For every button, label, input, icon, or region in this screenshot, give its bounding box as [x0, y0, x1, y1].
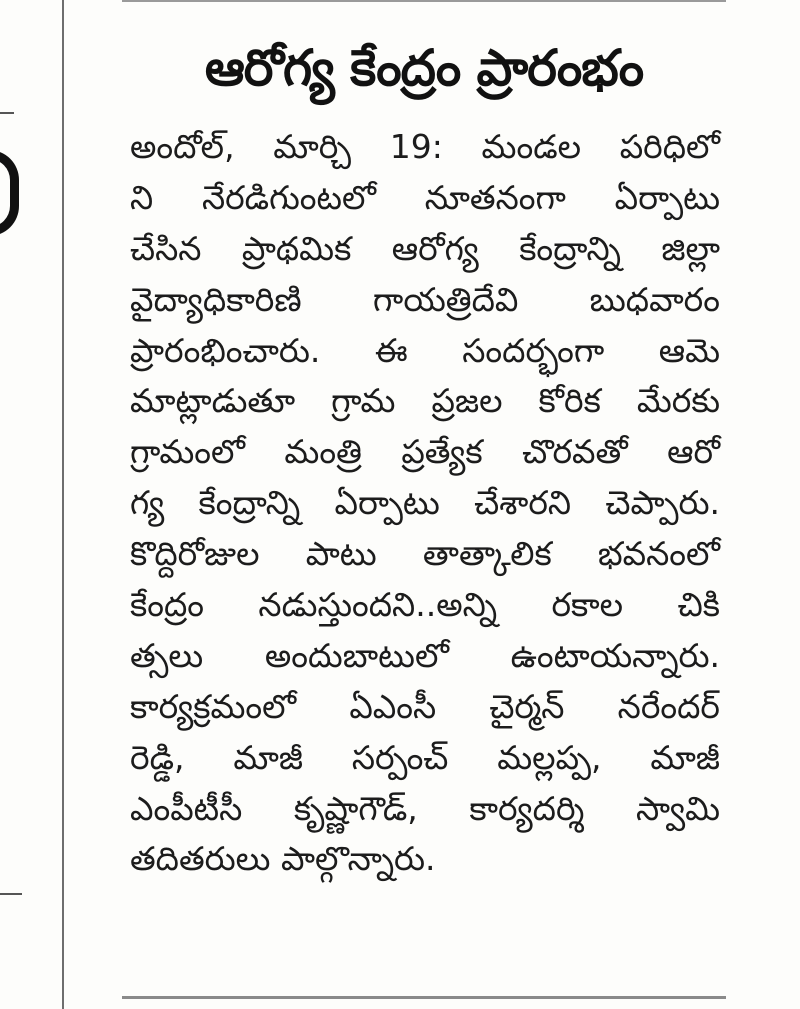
- article-body: [130, 122, 720, 885]
- article-line: తదితరులు పాల్గొన్నారు.: [130, 839, 436, 879]
- article-line: అందోల్, మార్చి 19: మండల పరిధిలో: [130, 127, 720, 166]
- article-line: కేంద్రం నడుస్తుందని..అన్ని రకాల చికి: [130, 585, 720, 625]
- article-line: గ్రామంలో మంత్రి ప్రత్యేక చొరవతో ఆరో: [130, 432, 720, 472]
- article-line: కార్యక్రమంలో ఏఎంసీ చైర్మన్ నరేందర్: [130, 686, 720, 726]
- adjacent-column-dash: [0, 893, 22, 895]
- article-line: వైద్యాధికారిణి గాయత్రిదేవి బుధవారం: [130, 279, 720, 319]
- article-line: ప్రారంభించారు. ఈ సందర్భంగా ఆమె: [130, 330, 720, 370]
- bottom-rule: [122, 996, 726, 999]
- article-line: చేసిన ప్రాథమిక ఆరోగ్య కేంద్రాన్ని జిల్లా: [130, 228, 720, 268]
- article-line: కొద్దిరోజుల పాటు తాత్కాలిక భవనంలో: [130, 534, 720, 574]
- top-rule: [122, 0, 726, 2]
- article-line: మాట్లాడుతూ గ్రామ ప్రజల కోరిక మేరకు: [130, 381, 720, 421]
- adjacent-column-remnant: [0, 0, 40, 1009]
- article-line: ఎంపీటీసీ కృష్ణాగౌడ్, కార్యదర్శి స్వామి: [130, 788, 720, 828]
- article-line: ని నేరడిగుంటలో నూతనంగా ఏర్పాటు: [130, 177, 720, 217]
- article-line: గ్య కేంద్రాన్ని ఏర్పాటు చేశారని చెప్పారు.: [130, 483, 720, 523]
- adjacent-column-dash: [0, 112, 14, 114]
- column-divider: [62, 0, 64, 1009]
- adjacent-column-glyph: [0, 150, 19, 236]
- article-headline: ఆరోగ్య కేంద్రం ప్రారంభం: [204, 39, 644, 97]
- article-line: రెడ్డి, మాజీ సర్పంచ్ మల్లప్ప, మాజీ: [130, 737, 720, 777]
- article-line: త్సలు అందుబాటులో ఉంటాయన్నారు.: [130, 635, 720, 675]
